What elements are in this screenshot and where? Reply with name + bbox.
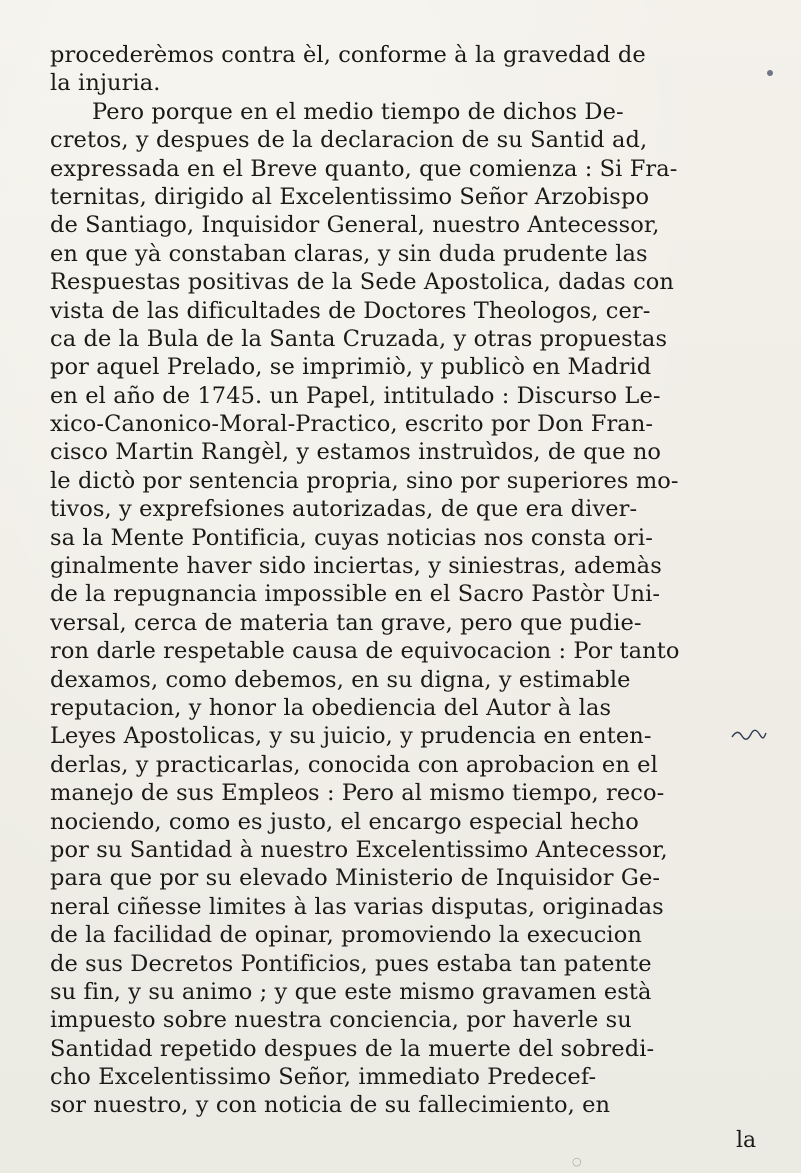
text-line: Respuestas positivas de la Sede Apostolica, dadas con [50, 269, 675, 296]
text-body [50, 41, 768, 1120]
text-line: impuesto sobre nuestra conciencia, por haverle su [50, 1007, 632, 1034]
text-line: cretos, y despues de la declaracion de su Santid ad, [50, 127, 648, 154]
text-line: reputacion, y honor la obediencia del Autor à las [50, 694, 612, 721]
text-line: la injuria. [50, 70, 161, 97]
text-line: de sus Decretos Pontificios, pues estaba tan patente [50, 950, 652, 977]
text-line: nociendo, como es justo, el encargo especial hecho [50, 808, 639, 835]
text-line: ron darle respetable causa de equivocacion : Por tanto [50, 638, 680, 665]
text-line: para que por su elevado Ministerio de Inquisidor Ge- [50, 865, 661, 892]
text-line: dexamos, como debemos, en su digna, y estimable [50, 666, 631, 693]
text-line: ginalmente haver sido inciertas, y siniestras, ademàs [50, 553, 662, 580]
text-line: Leyes Apostolicas, y su juicio, y prudencia en enten- [50, 723, 652, 750]
text-line: de Santiago, Inquisidor General, nuestro Antecessor, [50, 212, 660, 239]
text-line: Santidad repetido despues de la muerte del sobredi- [50, 1035, 655, 1062]
text-line: manejo de sus Empleos : Pero al mismo tiempo, reco- [50, 780, 665, 807]
text-line: ternitas, dirigido al Excelentissimo Señor Arzobispo [50, 183, 650, 210]
text-line: le dictò por sentencia propria, sino por superiores mo- [50, 467, 679, 494]
text-line: de la facilidad de opinar, promoviendo la execucion [50, 922, 642, 949]
text-line: neral ciñesse limites à las varias disputas, originadas [50, 893, 664, 920]
text-line: ca de la Bula de la Santa Cruzada, y otras propuestas [50, 325, 668, 352]
text-line: vista de las dificultades de Doctores Theologos, cer- [50, 297, 651, 324]
text-line: versal, cerca de materia tan grave, pero que pudie- [50, 609, 642, 636]
text-line: en el año de 1745. un Papel, intitulado : Discurso Le- [50, 382, 661, 409]
text-line: por aquel Prelado, se imprimiò, y publicò en Madrid [50, 354, 652, 381]
text-line: su fin, y su animo ; y que este mismo gravamen està [50, 978, 652, 1005]
text-line: procederèmos contra èl, conforme à la gravedad de [50, 42, 646, 68]
text-line: en que yà constaban claras, y sin duda prudente las [50, 240, 648, 267]
text-line: tivos, y exprefsiones autorizadas, de que era diver- [50, 496, 638, 523]
catchword: la [736, 1128, 757, 1153]
text-line: derlas, y practicarlas, conocida con aprobacion en el [50, 751, 658, 778]
text-line: cisco Martin Rangèl, y estamos instruìdos, de que no [50, 439, 662, 466]
text-line: cho Excelentissimo Señor, immediato Predecef- [50, 1064, 597, 1091]
text-line: por su Santidad à nuestro Excelentissimo Antecessor, [50, 836, 668, 863]
text-line: Pero porque en el medio tiempo de dichos De- [92, 98, 624, 125]
text-line: sor nuestro, y con noticia de su fallecimiento, en [50, 1092, 611, 1119]
text-line: de la repugnancia impossible en el Sacro Pastòr Uni- [50, 581, 661, 608]
text-line: xico-Canonico-Moral-Practico, escrito por Don Fran- [50, 411, 654, 438]
foot-mark: ○ [572, 1155, 582, 1168]
text-line: sa la Mente Pontificia, cuyas noticias nos consta ori- [50, 524, 653, 551]
text-line: expressada en el Breve quanto, que comienza : Si Fra- [50, 155, 678, 182]
